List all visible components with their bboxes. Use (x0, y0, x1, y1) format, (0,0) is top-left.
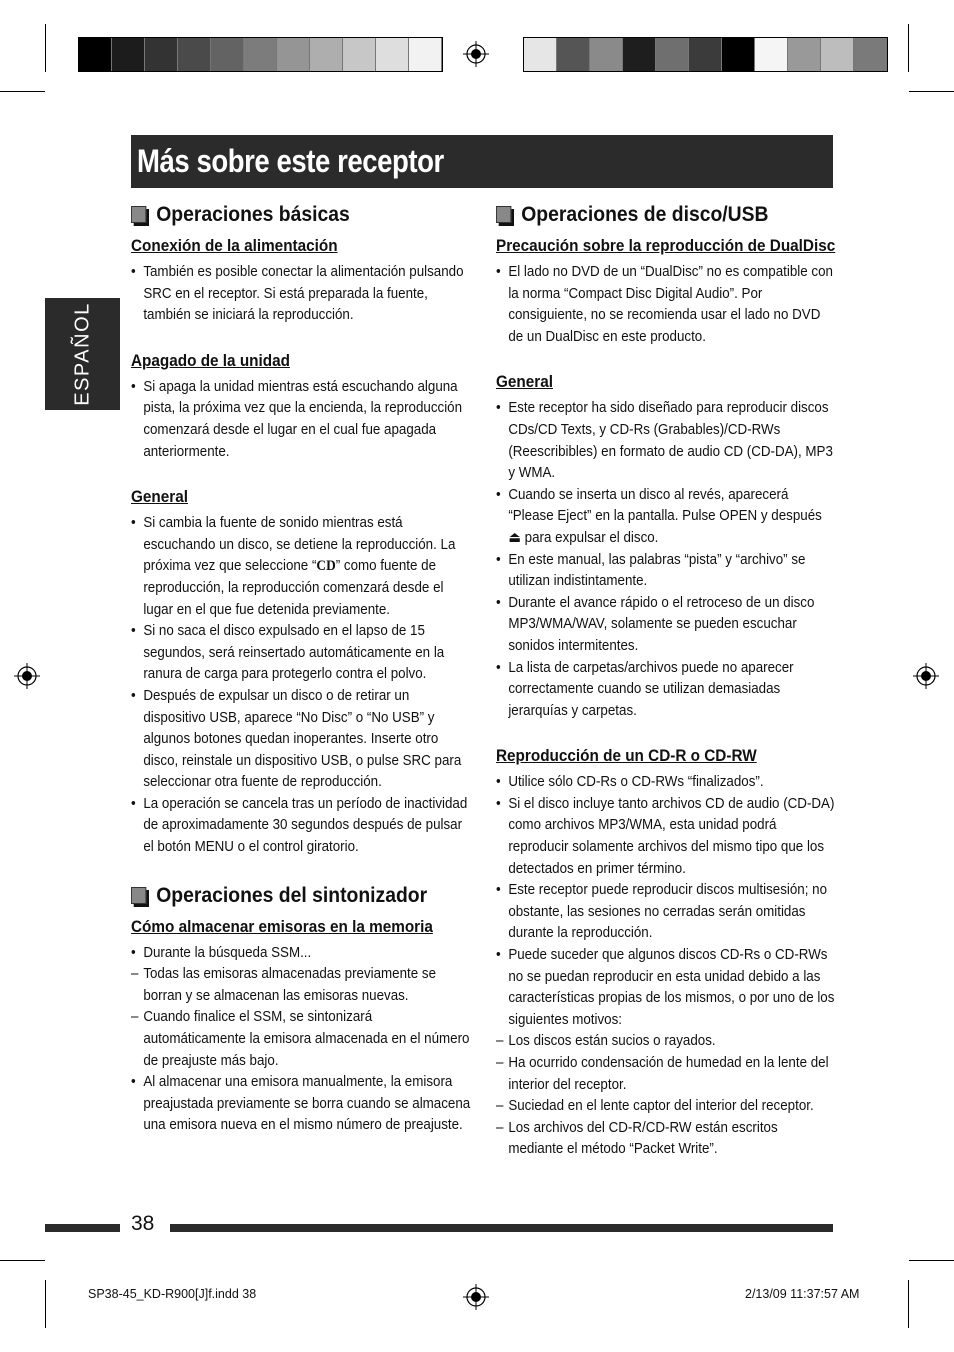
right-column (496, 201, 836, 1160)
subheading-cdr: Reproducción de un CD-R o CD-RW (496, 746, 757, 766)
color-swatch (112, 38, 145, 71)
section-square-icon (496, 206, 511, 223)
color-swatch (755, 38, 788, 71)
title-bar (131, 135, 833, 188)
list-memory (131, 942, 471, 1136)
list-item: • Si el disco incluye tanto archivos CD de audio (CD-DA) como archivos MP3/WMA, esta unidad podrá reproducir solamente archivos del mismo tipo que los detectados en primer término. (496, 793, 836, 879)
page-number: 38 (131, 1212, 155, 1235)
color-swatch (524, 38, 557, 71)
list-item: • La lista de carpetas/archivos puede no aparecer correctamente cuando se utilizan demasiadas jerarquías y carpetas. (496, 657, 836, 722)
color-swatch (788, 38, 821, 71)
section-square-icon (131, 206, 146, 223)
list-item: • Durante la búsqueda SSM... – Todas las emisoras almacenadas previamente se borran y se almacenan las emisoras nuevas. – Cuando finalice el SSM, se sintonizará automáticamente la emisora almacenada en el número de preajuste más bajo. (131, 942, 471, 1072)
list-item: • El lado no DVD de un “DualDisc” no es compatible con la norma “Compact Disc Digital Audio”. Por consiguiente, no se recomienda usar el lado no DVD de un DualDisc en este producto. (496, 261, 836, 347)
registration-mark-icon (463, 1284, 489, 1310)
sub-list (496, 1030, 836, 1160)
list-cdr (496, 771, 836, 1160)
registration-mark-icon (14, 663, 40, 689)
color-bar-left (78, 37, 443, 72)
subheading-general-disc: General (496, 372, 553, 392)
crop-mark (909, 1260, 954, 1261)
color-swatch (178, 38, 211, 71)
list-item: • Puede suceder que algunos discos CD-Rs o CD-RWs no se puedan reproducir en esta unidad debido a las características propias de los mismos, o por uno de los siguientes motivos: – Los discos están sucios o rayados. – Ha ocurrido condensación de humedad en la lente del interior del receptor. – Suciedad en el lente captor del interior del receptor. – Los archivos del CD-R/CD-RW están escritos mediante el método “Packet Write”. (496, 944, 836, 1160)
color-swatch (79, 38, 112, 71)
list-item: • Al almacenar una emisora manualmente, la emisora preajustada previamente se borra cuando se almacena una emisora nueva en el mismo número de preajuste. (131, 1071, 471, 1136)
list-item: • También es posible conectar la alimentación pulsando SRC en el receptor. Si está preparada la fuente, también se iniciará la reproducción. (131, 261, 471, 326)
section-square-icon (131, 887, 146, 904)
footer-file: SP38-45_KD-R900[J]f.indd 38 (88, 1287, 257, 1301)
color-swatch (623, 38, 656, 71)
color-swatch (821, 38, 854, 71)
crop-mark (908, 24, 909, 72)
crop-mark (0, 91, 45, 92)
list-item: • Utilice sólo CD-Rs o CD-RWs “finalizados”. (496, 771, 836, 793)
list-item: • Este receptor ha sido diseñado para reproducir discos CDs/CD Texts, y CD-Rs (Grabables)/CD-RWs (Reescribibles) en formato de audio CD (CD-DA), MP3 y WMA. (496, 397, 836, 483)
subheading-memory: Cómo almacenar emisoras en la memoria (131, 916, 433, 936)
language-tab-label: ESPAÑOL (71, 302, 93, 406)
crop-mark (909, 91, 954, 92)
list-item: • Durante el avance rápido o el retroceso de un disco MP3/WMA/WAV, solamente se pueden escuchar sonidos intermitentes. (496, 592, 836, 657)
list-shutdown (131, 376, 471, 462)
registration-mark-icon (913, 663, 939, 689)
section-heading-disc: Operaciones de disco/USB (496, 201, 802, 227)
subheading-general: General (131, 487, 188, 507)
color-swatch (689, 38, 722, 71)
color-bar-right (523, 37, 888, 72)
crop-mark (0, 1260, 45, 1261)
color-swatch (557, 38, 590, 71)
list-item: • Cuando se inserta un disco al revés, aparecerá “Please Eject” en la pantalla. Pulse OPEN y después ⏏ para expulsar el disco. (496, 484, 836, 549)
list-item: • Este receptor puede reproducir discos multisesión; no obstante, las sesiones no cerradas serán omitidas durante la reproducción. (496, 879, 836, 944)
cd-source-label: CD (316, 557, 336, 575)
bottom-rule-right (170, 1224, 833, 1232)
list-item: • Después de expulsar un disco o de retirar un dispositivo USB, aparece “No Disc” o “No USB” y algunos botones quedan inoperantes. Inserte otro disco, reinstale un dispositivo USB, o pulse SRC para seleccionar otra fuente de reproducción. (131, 685, 471, 793)
color-swatch (145, 38, 178, 71)
sub-list (131, 963, 471, 1071)
list-item: • En este manual, las palabras “pista” y “archivo” se utilizan indistintamente. (496, 549, 836, 592)
color-swatch (854, 38, 887, 71)
subheading-dualdisc: Precaución sobre la reproducción de DualDisc (496, 236, 836, 255)
language-tab (45, 298, 120, 410)
crop-mark (45, 1280, 46, 1328)
sub-list-item: – Ha ocurrido condensación de humedad en la lente del interior del receptor. (496, 1052, 836, 1095)
list-dualdisc (496, 261, 836, 347)
color-swatch (211, 38, 244, 71)
sub-list-item: – Los discos están sucios o rayados. (496, 1030, 836, 1052)
sub-list-item: – Cuando finalice el SSM, se sintonizará automáticamente la emisora almacenada en el número de preajuste más bajo. (131, 1006, 471, 1071)
color-swatch (722, 38, 755, 71)
list-item: • La operación se cancela tras un período de inactividad de aproximadamente 30 segundos después de pulsar el botón MENU o el control giratorio. (131, 793, 471, 858)
section-heading-basic: Operaciones básicas (131, 201, 437, 227)
list-item: • Si apaga la unidad mientras está escuchando alguna pista, la próxima vez que la encienda, la reproducción comenzará desde el lugar en el cual fue apagada anteriormente. (131, 376, 471, 462)
registration-mark-icon (463, 41, 489, 67)
color-swatch (277, 38, 310, 71)
list-item: • Si no saca el disco expulsado en el lapso de 15 segundos, será reinsertado automáticamente en la ranura de carga para protegerlo contra el polvo. (131, 620, 471, 685)
section-heading-tuner: Operaciones del sintonizador (131, 882, 437, 908)
bottom-rule-left (45, 1224, 120, 1232)
list-power (131, 261, 471, 326)
subheading-shutdown: Apagado de la unidad (131, 350, 290, 370)
color-swatch (656, 38, 689, 71)
list-general (131, 512, 471, 858)
footer-timestamp: 2/13/09 11:37:57 AM (745, 1287, 860, 1301)
color-swatch (310, 38, 343, 71)
list-general-disc (496, 397, 836, 721)
color-swatch (590, 38, 623, 71)
sub-list-item: – Suciedad en el lente captor del interior del receptor. (496, 1095, 836, 1117)
crop-mark (908, 1280, 909, 1328)
eject-icon: ⏏ (508, 528, 521, 546)
left-column (131, 201, 471, 1136)
color-swatch (343, 38, 376, 71)
color-swatch (409, 38, 442, 71)
color-swatch (244, 38, 277, 71)
list-item: • Si cambia la fuente de sonido mientras está escuchando un disco, se detiene la reproducción. La próxima vez que seleccione “CD” como fuente de reproducción, la reproducción comenzará desde el lugar en el que fue detenida previamente. (131, 512, 471, 620)
page-title: Más sobre este receptor (137, 143, 444, 179)
color-swatch (376, 38, 409, 71)
sub-list-item: – Todas las emisoras almacenadas previamente se borran y se almacenan las emisoras nuevas. (131, 963, 471, 1006)
crop-mark (45, 24, 46, 72)
subheading-power: Conexión de la alimentación (131, 236, 338, 255)
sub-list-item: – Los archivos del CD-R/CD-RW están escritos mediante el método “Packet Write”. (496, 1117, 836, 1160)
